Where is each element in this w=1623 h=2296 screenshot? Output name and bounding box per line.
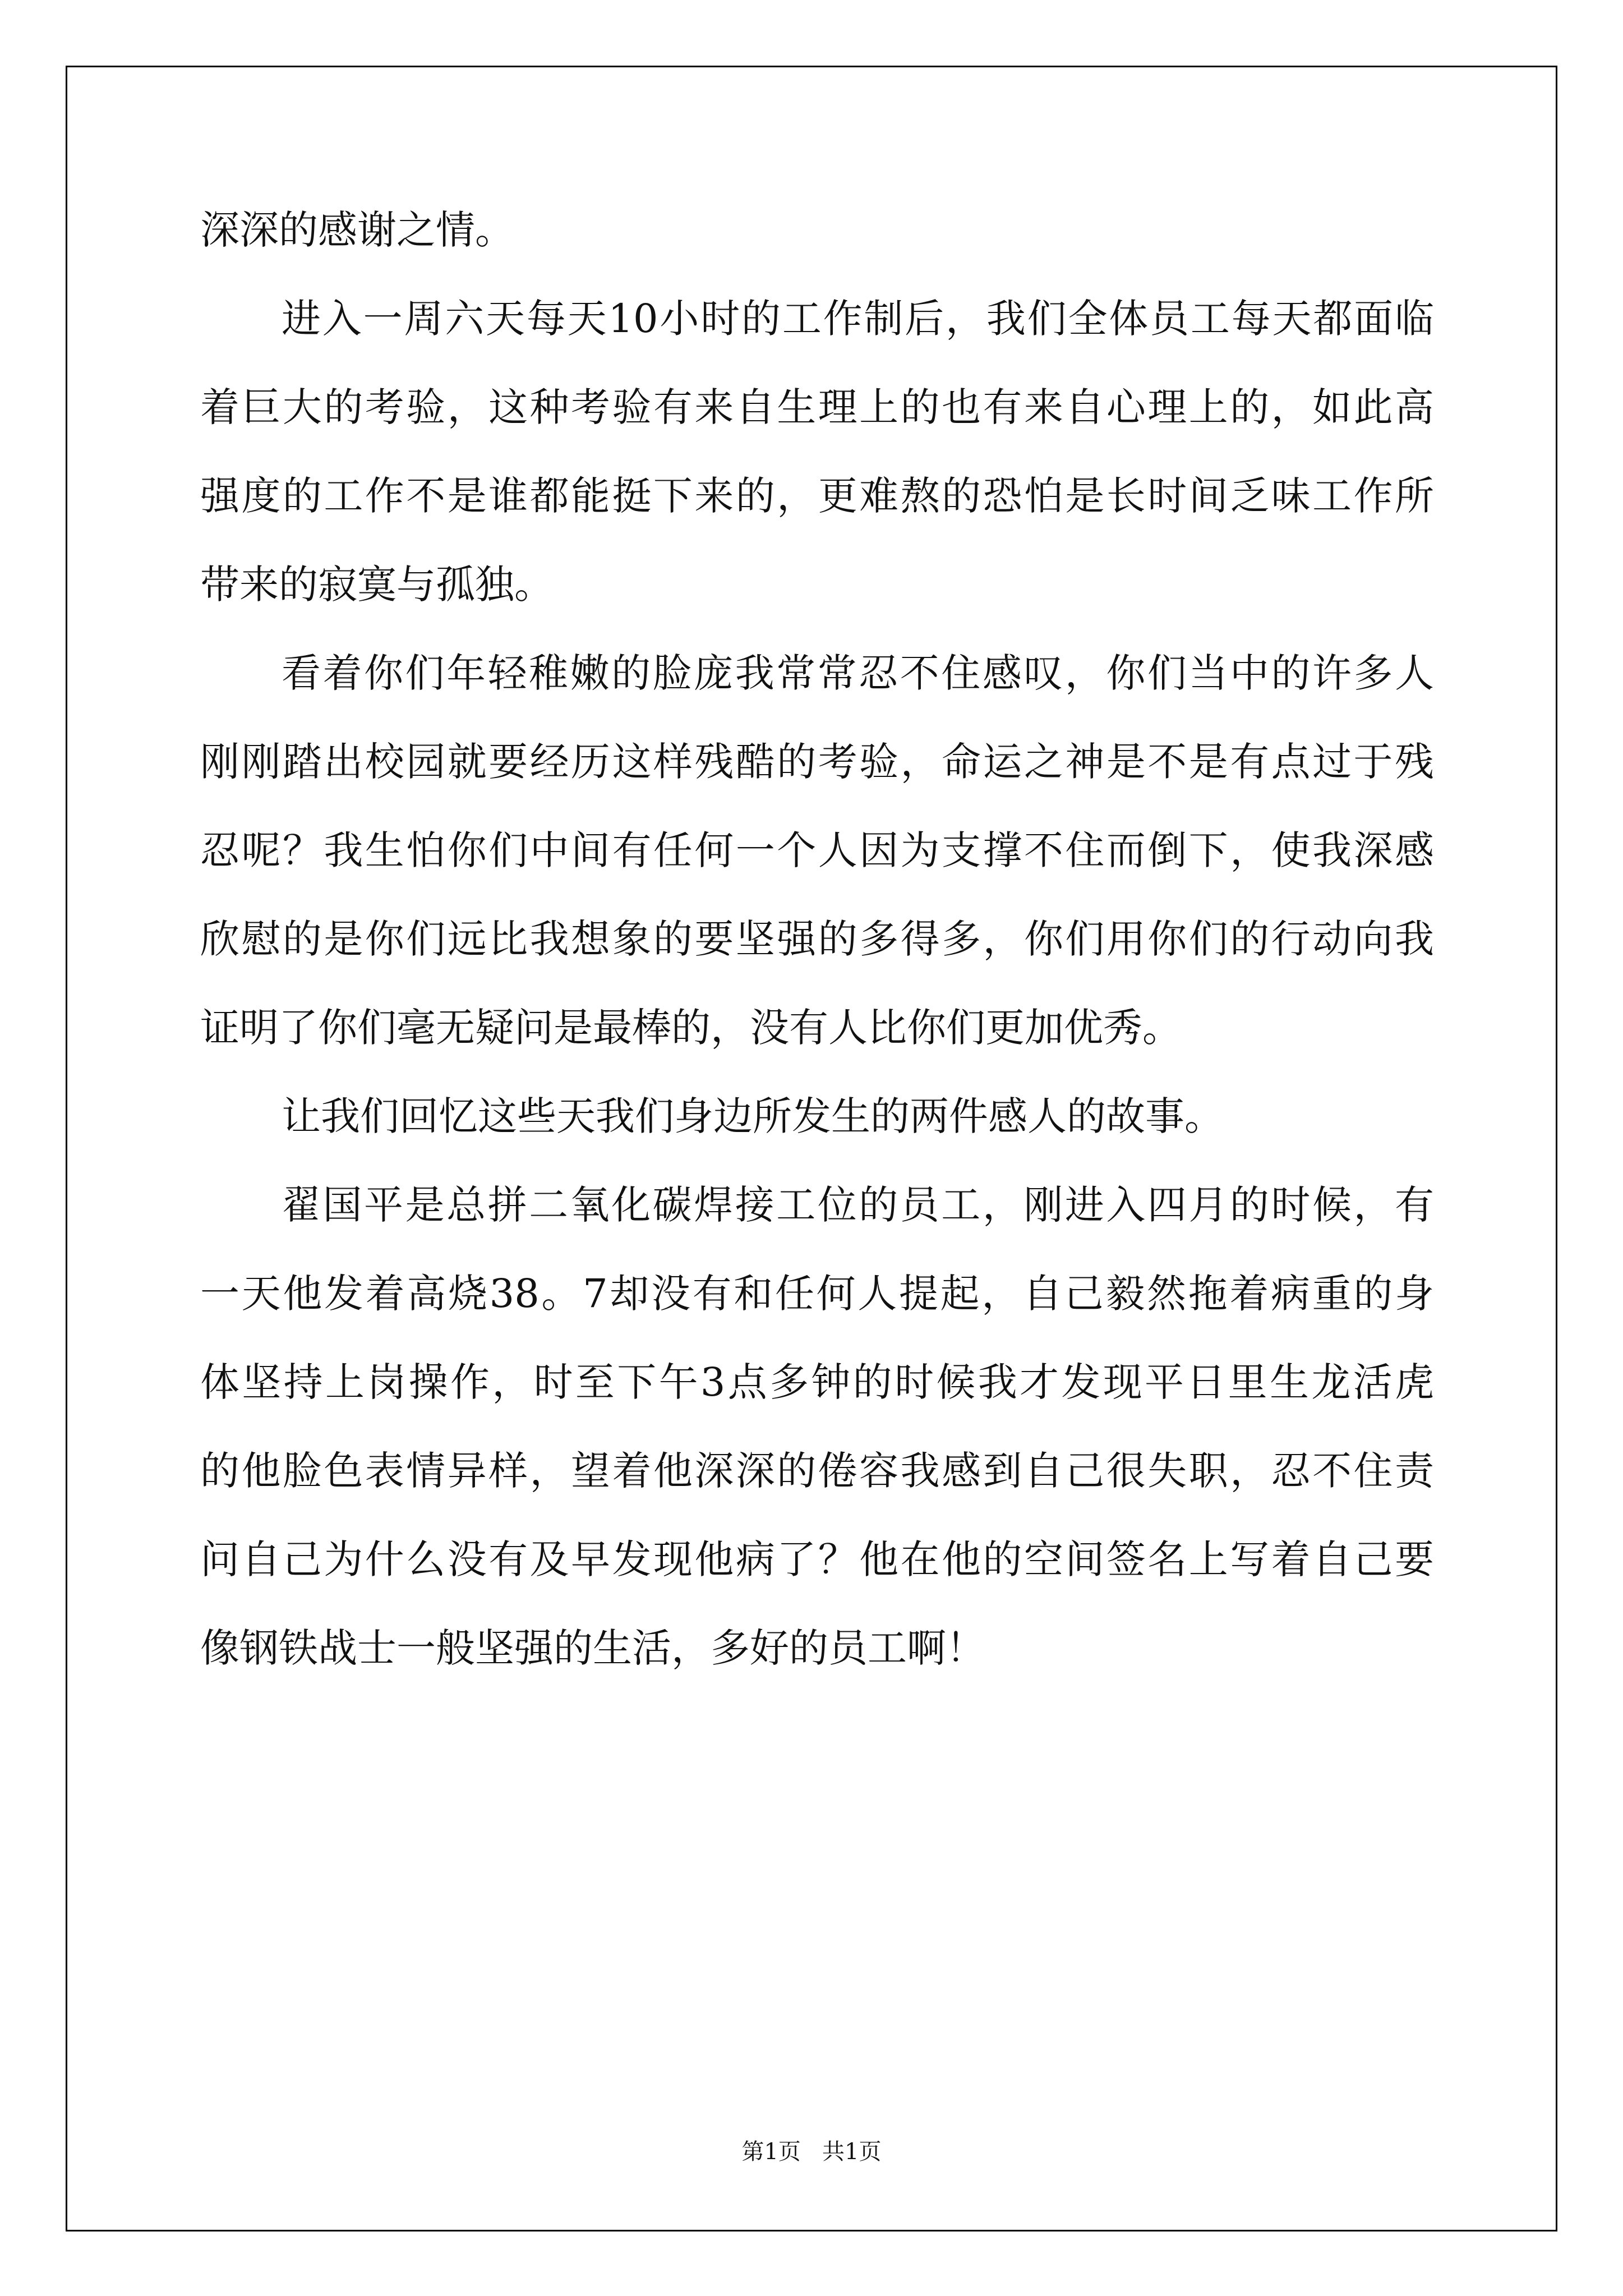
page-number: 第1页 共1页	[741, 2139, 882, 2165]
paragraph-line: 强度的工作不是谁都能挺下来的，更难熬的恐怕是长时间乏味工作所	[200, 473, 1434, 519]
paragraph-line: 刚刚踏出校园就要经历这样残酷的考验，命运之神是不是有点过于残	[200, 739, 1434, 785]
paragraph-line: 进入一周六天每天10小时的工作制后，我们全体员工每天都面临	[282, 296, 1434, 342]
paragraph-line: 让我们回忆这些天我们身边所发生的两件感人的故事。	[282, 1093, 1224, 1139]
paragraph-line: 的他脸色表情异样，望着他深深的倦容我感到自己很失职，忍不住责	[200, 1448, 1434, 1494]
paragraph-line: 看着你们年轻稚嫩的脸庞我常常忍不住感叹，你们当中的许多人	[282, 650, 1434, 696]
paragraph-line: 一天他发着高烧38。7却没有和任何人提起，自己毅然拖着病重的身	[200, 1271, 1434, 1317]
paragraph-line: 翟国平是总拼二氧化碳焊接工位的员工，刚进入四月的时候，有	[282, 1182, 1434, 1228]
paragraph-line: 深深的感谢之情。	[200, 207, 514, 253]
paragraph-line: 证明了你们毫无疑问是最棒的，没有人比你们更加优秀。	[200, 1005, 1182, 1051]
paragraph-line: 像钢铁战士一般坚强的生活，多好的员工啊！	[200, 1625, 985, 1671]
paragraph-line: 问自己为什么没有及早发现他病了？他在他的空间签名上写着自己要	[200, 1536, 1434, 1582]
paragraph-line: 忍呢？我生怕你们中间有任何一个人因为支撑不住而倒下，使我深感	[200, 827, 1434, 873]
paragraph-line: 欣慰的是你们远比我想象的要坚强的多得多，你们用你们的行动向我	[200, 916, 1434, 962]
paragraph-line: 带来的寂寞与孤独。	[200, 562, 554, 608]
paragraph-line: 着巨大的考验，这种考验有来自生理上的也有来自心理上的，如此高	[200, 384, 1434, 430]
paragraph-line: 体坚持上岗操作，时至下午3点多钟的时候我才发现平日里生龙活虎	[200, 1359, 1434, 1405]
